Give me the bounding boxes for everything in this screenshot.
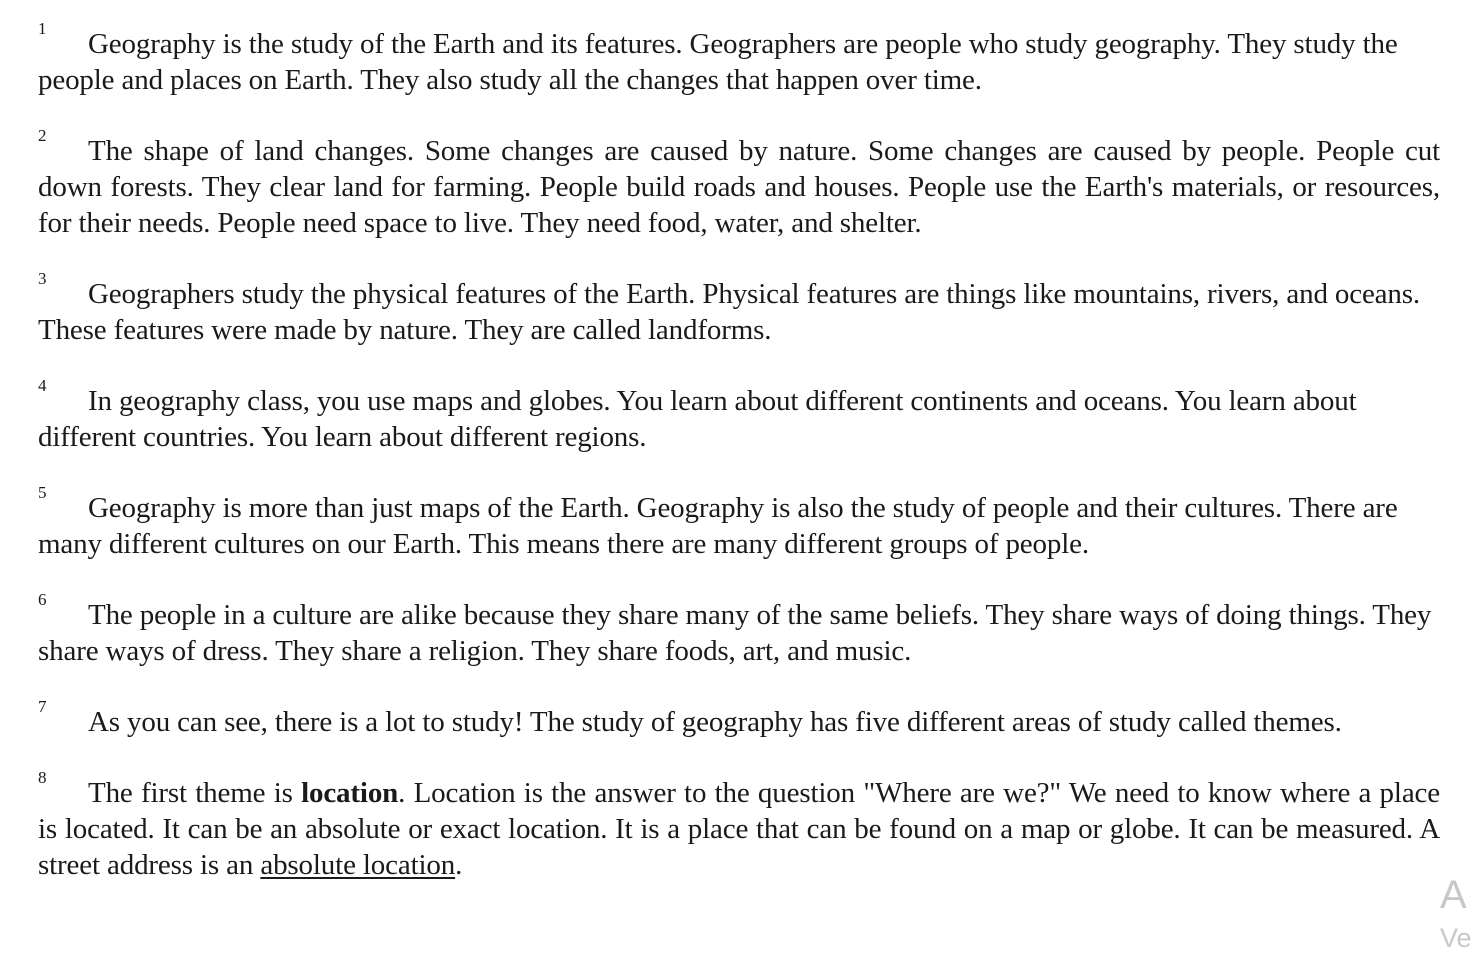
underlined-term-absolute-location: absolute location xyxy=(260,849,456,881)
paragraph-number: 4 xyxy=(38,376,47,395)
paragraph-number: 7 xyxy=(38,697,47,716)
paragraph-number: 8 xyxy=(38,768,47,787)
paragraph-1 xyxy=(38,19,1440,98)
paragraph-text: Geography is the study of the Earth and its features. Geographers are people who study geography. They study the people and places on Earth. They also study all the changes that happen over time. xyxy=(38,28,1398,96)
paragraph-2 xyxy=(38,126,1440,241)
activation-watermark-line2: Ve xyxy=(1440,923,1472,953)
activation-watermark-line1: A xyxy=(1440,873,1467,917)
document-body xyxy=(38,19,1440,918)
paragraph-number: 6 xyxy=(38,590,47,609)
paragraph-number: 1 xyxy=(38,19,47,38)
paragraph-number: 5 xyxy=(38,483,47,502)
paragraph-7 xyxy=(38,697,1440,740)
paragraph-text-after: . xyxy=(455,849,463,881)
paragraph-text: Geographers study the physical features of the Earth. Physical features are things like mountains, rivers, and oceans. These features were made by nature. They are called landforms. xyxy=(38,278,1420,346)
paragraph-text-middle: . Location is the answer to the question "Where are we?" We need to know where a place is located. It can be an absolute or exact location. It is a place that can be found on a map or globe. It can be measured. A street address is an xyxy=(38,777,1440,881)
paragraph-text-before: The first theme is xyxy=(88,777,302,809)
paragraph-8 xyxy=(38,768,1440,883)
paragraph-text: Geography is more than just maps of the Earth. Geography is also the study of people and their cultures. There are many different cultures on our Earth. This means there are many different groups of people. xyxy=(38,492,1398,560)
paragraph-number: 2 xyxy=(38,126,47,145)
paragraph-text: The shape of land changes. Some changes are caused by nature. Some changes are caused by people. People cut down forests. They clear land for farming. People build roads and houses. People use the Earth's materials, or resources, for their needs. People need space to live. They need food, water, and shelter. xyxy=(38,135,1440,239)
paragraph-3 xyxy=(38,269,1440,348)
paragraph-text: In geography class, you use maps and globes. You learn about different continents and oceans. You learn about different countries. You learn about different regions. xyxy=(38,385,1357,453)
paragraph-text: The people in a culture are alike because they share many of the same beliefs. They share ways of doing things. They share ways of dress. They share a religion. They share foods, art, and music. xyxy=(38,599,1432,667)
paragraph-4 xyxy=(38,376,1440,455)
paragraph-5 xyxy=(38,483,1440,562)
paragraph-6 xyxy=(38,590,1440,669)
paragraph-text: As you can see, there is a lot to study! The study of geography has five different areas of study called themes. xyxy=(88,706,1342,738)
bold-term-location: location xyxy=(301,777,399,809)
paragraph-number: 3 xyxy=(38,269,47,288)
